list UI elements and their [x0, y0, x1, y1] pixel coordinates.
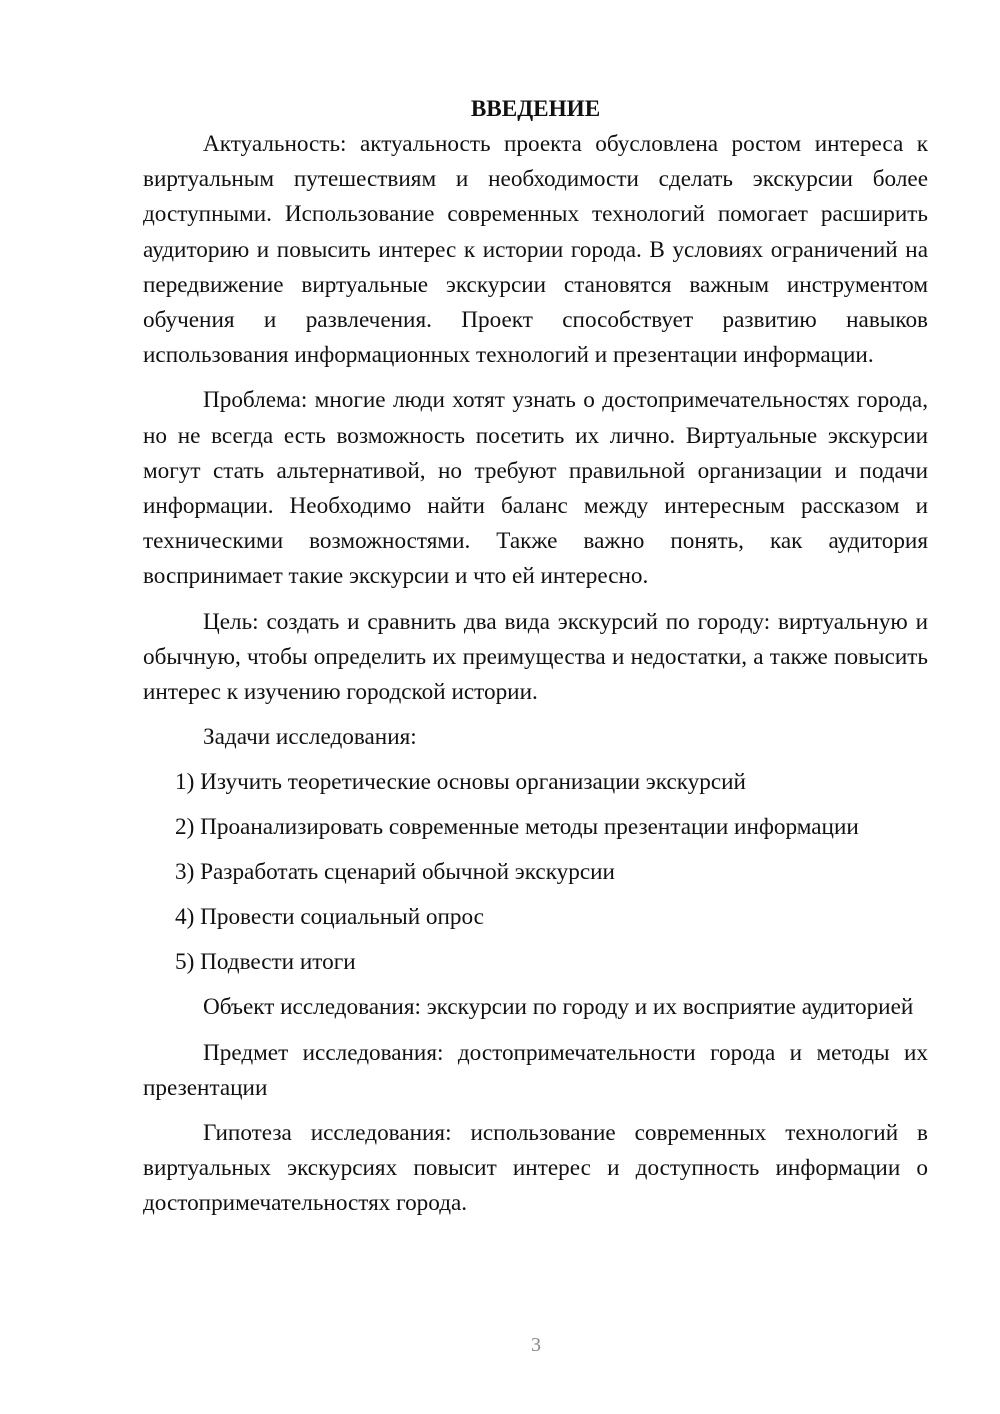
page-title: ВВЕДЕНИЕ	[470, 96, 601, 122]
list-item: 3) Разработать сценарий обычной экскурсии	[175, 859, 615, 886]
paragraph-goal: Цель: создать и сравнить два вида экскурсий по городу: виртуальную и обычную, чтобы определить их преимущества и недостатки, а также повысить интерес к изучению городской истории.	[143, 608, 928, 706]
list-item: 2) Проанализировать современные методы презентации информации	[175, 814, 859, 841]
tasks-heading: Задачи исследования:	[203, 724, 417, 751]
paragraph-object: Объект исследования: экскурсии по городу и их восприятие аудиторией	[203, 994, 914, 1021]
list-item: 4) Провести социальный опрос	[175, 904, 484, 931]
paragraph-hypothesis: Гипотеза исследования: использование современных технологий в виртуальных экскурсиях повысит интерес и доступность информации о достопримечательностях города.	[143, 1120, 928, 1217]
paragraph-problem: Проблема: многие люди хотят узнать о достопримечательностях города, но не всегда есть возможность посетить их лично. Виртуальные экскурсии могут стать альтернативой, но требуют правильной организации и подачи информации. Необходимо найти баланс между интересным рассказом и техническими возможностями. Также важно понять, как аудитория воспринимает такие экскурсии и что ей интересно.	[143, 387, 928, 590]
tasks-list	[143, 765, 928, 980]
page-number: 3	[531, 1334, 541, 1356]
paragraph-relevance: Актуальность: актуальность проекта обусловлена ростом интереса к виртуальным путешествиям и необходимости сделать экскурсии более доступными. Использование современных технологий помогает расширить аудиторию и повысить интерес к истории города. В условиях ограничений на передвижение виртуальные экскурсии становятся важным инструментом обучения и развлечения. Проект способствует развитию навыков использования информационных технологий и презентации информации.	[143, 131, 928, 369]
document-body	[143, 92, 928, 1222]
paragraph-subject: Предмет исследования: достопримечательности города и методы их презентации	[143, 1039, 928, 1101]
list-item: 5) Подвести итоги	[175, 949, 356, 976]
list-item: 1) Изучить теоретические основы организации экскурсий	[175, 769, 746, 796]
